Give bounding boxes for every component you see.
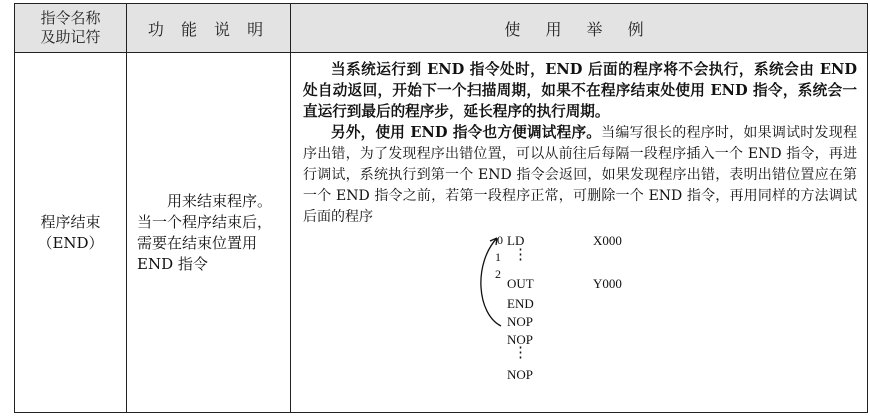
header-instruction-name-line1: 指令名称 xyxy=(40,9,101,27)
ellipsis-vertical-1: ⋮ xyxy=(513,247,528,263)
instr-nop-3: NOP xyxy=(507,367,534,382)
header-instruction-name xyxy=(15,4,127,53)
instr-end: END xyxy=(507,296,534,311)
instruction-name-line1: 程序结束 xyxy=(40,212,101,231)
example-paragraph-1: 当系统运行到 END 指令处时，END 后面的程序将不会执行，系统会由 END 处自动返回，开始下一个扫描周期，如果不在程序结束处使用 END 指令，系统会一直运行到最后的程序步，延长程序的执行周期。 xyxy=(303,61,857,120)
example-paragraph-2-rest: 当编写很长的程序时，如果调试时发现程序出错，为了发现程序出错位置，可以从前往后每隔一段程序插入一个 END 指令，再进行调试，系统执行到第一个 END 指令会返回，如果发现程序出错，表明出错位置应在第一个 END 指令之前，若第一段程序正常，可删除一个 END 指令，再用同样的方法调试后面的程序 xyxy=(303,125,857,225)
function-description-cell xyxy=(127,53,291,413)
instr-ld: LD xyxy=(507,233,525,248)
return-arrow-icon xyxy=(471,234,511,330)
instruction-name-cell xyxy=(15,53,127,413)
header-usage-example: 使 用 举 例 xyxy=(291,4,868,53)
program-listing xyxy=(303,230,857,380)
instr-nop-1: NOP xyxy=(507,314,534,329)
step-number-0: 0 xyxy=(497,233,503,247)
header-instruction-name-line2: 及助记符 xyxy=(40,28,101,46)
instr-nop-2: NOP xyxy=(507,332,534,347)
operand-x000: X000 xyxy=(593,233,622,248)
function-description-text: 用来结束程序。当一个程序结束后，需要在结束位置用 END 指令 xyxy=(137,191,273,273)
instruction-name-line2: （END） xyxy=(37,233,104,252)
usage-example-cell xyxy=(291,53,868,413)
ellipsis-vertical-2: ⋮ xyxy=(513,345,528,361)
table-row-end-instruction xyxy=(15,53,868,413)
operand-y000: Y000 xyxy=(593,276,622,291)
step-number-2: 2 xyxy=(495,267,501,281)
header-function-description: 功 能 说 明 xyxy=(127,4,291,53)
table-header-row xyxy=(15,4,868,53)
instruction-table xyxy=(14,3,868,413)
example-paragraph-2-bold: 另外，使用 END 指令也方便调试程序。 xyxy=(331,124,602,141)
instr-out: OUT xyxy=(507,276,534,291)
example-paragraph-2 xyxy=(303,122,857,228)
step-number-1: 1 xyxy=(495,250,501,264)
